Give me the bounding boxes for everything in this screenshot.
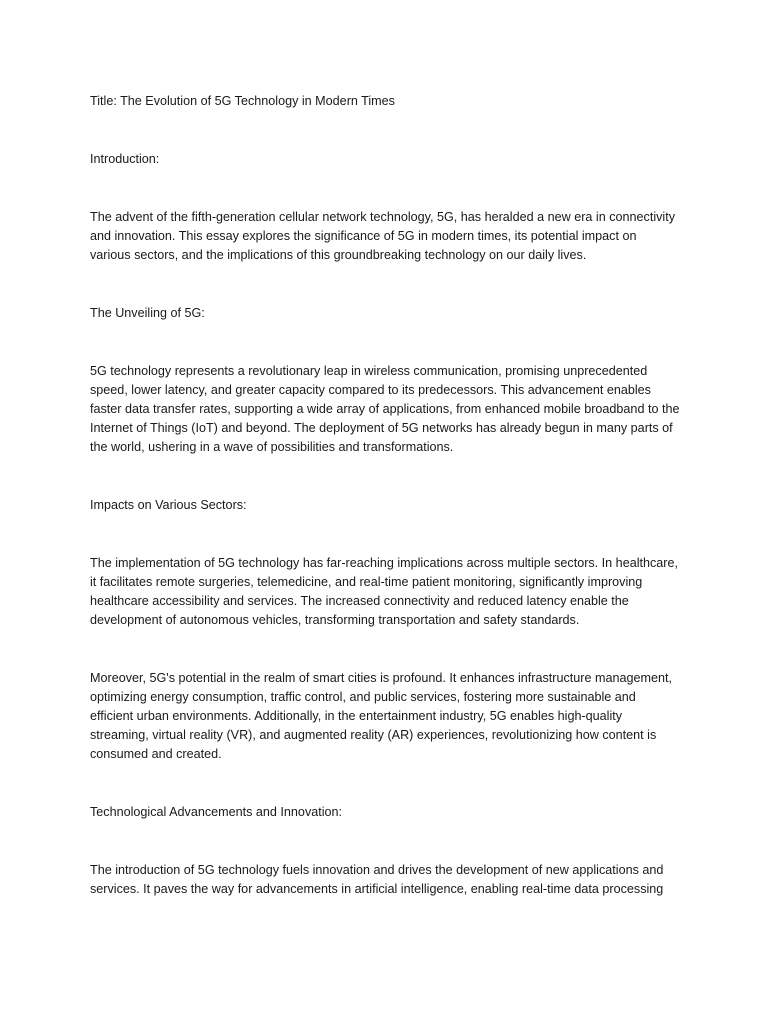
unveiling-paragraph: 5G technology represents a revolutionary leap in wireless communication, promising unprecedented speed, lower latency, and greater capacity compared to its predecessors. This advancement enables faster data transfer rates, supporting a wide array of applications, from enhanced mobile broadband to the Internet of Things (IoT) and beyond. The deployment of 5G networks has already begun in many parts of the world, ushering in a wave of possibilities and transformations. xyxy=(90,364,680,454)
advancements-paragraph: The introduction of 5G technology fuels innovation and drives the development of new applications and services. It paves the way for advancements in artificial intelligence, enabling real-time data processing xyxy=(90,863,664,896)
advancements-heading: Technological Advancements and Innovation: xyxy=(90,805,343,819)
impacts-paragraph-1: The implementation of 5G technology has far-reaching implications across multiple sectors. In healthcare, it facilitates remote surgeries, telemedicine, and real-time patient monitoring, significantly improving healthcare accessibility and services. The increased connectivity and reduced latency enable the development of autonomous vehicles, transforming transportation and safety standards. xyxy=(90,556,678,627)
introduction-heading: Introduction: xyxy=(90,152,160,166)
document-title: Title: The Evolution of 5G Technology in Modern Times xyxy=(90,94,395,108)
document-page xyxy=(90,92,680,899)
unveiling-heading: The Unveiling of 5G: xyxy=(90,306,205,320)
introduction-paragraph: The advent of the fifth-generation cellular network technology, 5G, has heralded a new era in connectivity and innovation. This essay explores the significance of 5G in modern times, its potential impact on various sectors, and the implications of this groundbreaking technology on our daily lives. xyxy=(90,210,676,262)
impacts-heading: Impacts on Various Sectors: xyxy=(90,498,247,512)
impacts-paragraph-2: Moreover, 5G's potential in the realm of smart cities is profound. It enhances infrastructure management, optimizing energy consumption, traffic control, and public services, fostering more sustainable and efficient urban environments. Additionally, in the entertainment industry, 5G enables high-quality streaming, virtual reality (VR), and augmented reality (AR) experiences, revolutionizing how content is consumed and created. xyxy=(90,671,672,761)
